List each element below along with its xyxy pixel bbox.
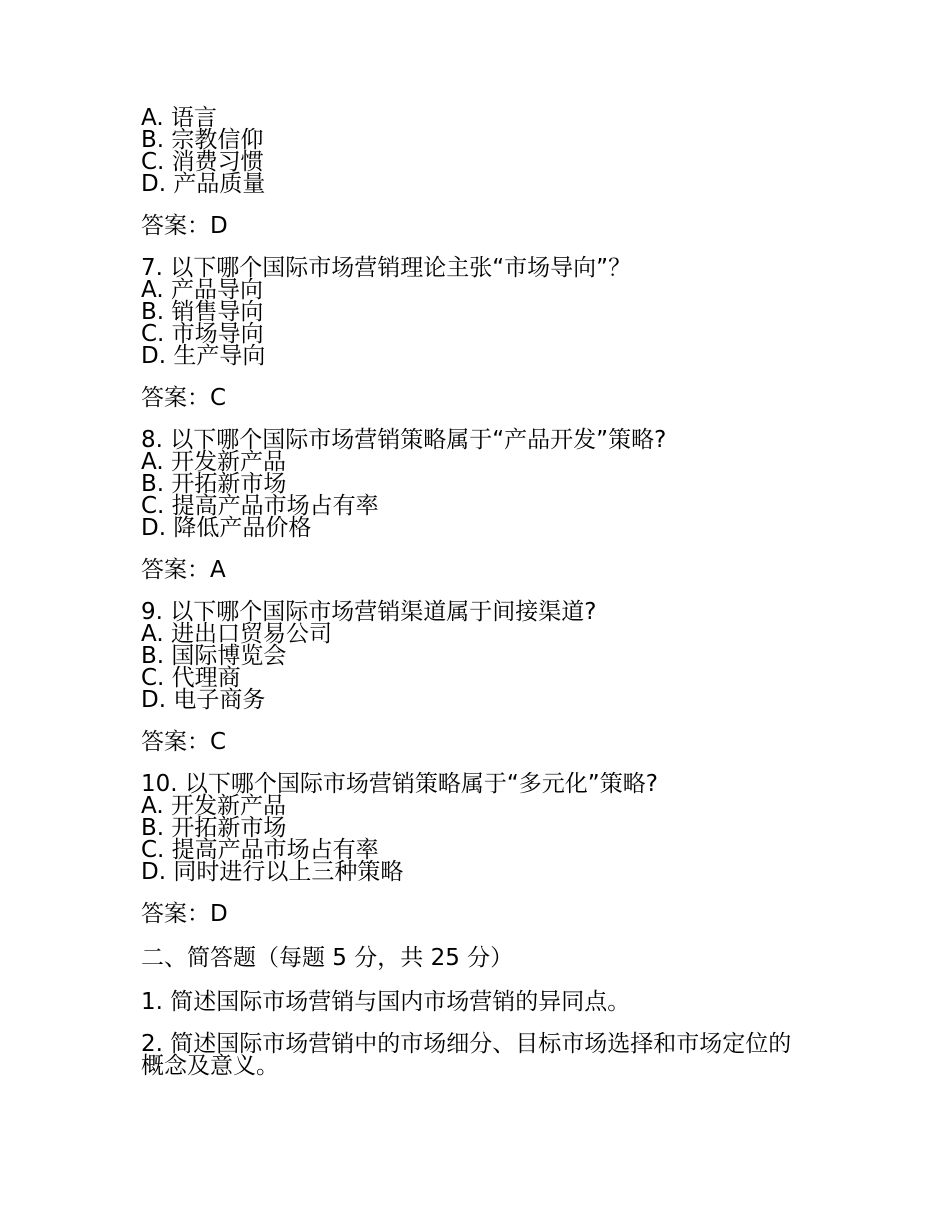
section-title: 二、简答题（每题 5 分，共 25 分） [141,945,514,971]
answer: 答案：D [141,213,228,239]
option-c: C. 消费习惯 [141,149,264,175]
answer: 答案：C [141,385,227,411]
option-b: B. 国际博览会 [141,643,287,669]
answer: 答案：D [141,901,228,927]
option-b: B. 开拓新市场 [141,471,287,497]
option-a: A. 进出口贸易公司 [141,621,332,647]
question-8 [141,429,821,583]
question-text: 9. 以下哪个国际市场营销渠道属于间接渠道? [141,599,597,625]
option-a: A. 开发新产品 [141,793,286,819]
option-c: C. 市场导向 [141,321,264,347]
option-b: B. 销售导向 [141,299,264,325]
option-b: B. 开拓新市场 [141,815,287,841]
answer: 答案：A [141,557,226,583]
option-d: D. 电子商务 [141,687,266,713]
option-c: C. 提高产品市场占有率 [141,837,379,863]
question-text: 8. 以下哪个国际市场营销策略属于“产品开发”策略? [141,427,667,453]
option-a: A. 产品导向 [141,277,263,303]
document-page [141,107,821,1077]
option-d: D. 同时进行以上三种策略 [141,859,404,885]
option-d: D. 产品质量 [141,171,266,197]
short-answer-1: 1. 简述国际市场营销与国内市场营销的异同点。 [141,989,631,1015]
option-c: C. 代理商 [141,665,241,691]
option-d: D. 生产导向 [141,343,266,369]
option-c: C. 提高产品市场占有率 [141,493,379,519]
question-7 [141,257,821,411]
option-a: A. 开发新产品 [141,449,286,475]
question-10 [141,773,821,927]
question-6 [141,107,821,239]
short-answer-2: 2. 简述国际市场营销中的市场细分、目标市场选择和市场定位的概念及意义。 [141,1031,792,1079]
question-9 [141,601,821,755]
option-a: A. 语言 [141,105,217,131]
option-b: B. 宗教信仰 [141,127,264,153]
answer: 答案：C [141,729,227,755]
question-text: 7. 以下哪个国际市场营销理论主张“市场导向”？ [141,255,632,281]
question-text: 10. 以下哪个国际市场营销策略属于“多元化”策略? [141,771,658,797]
option-d: D. 降低产品价格 [141,515,312,541]
